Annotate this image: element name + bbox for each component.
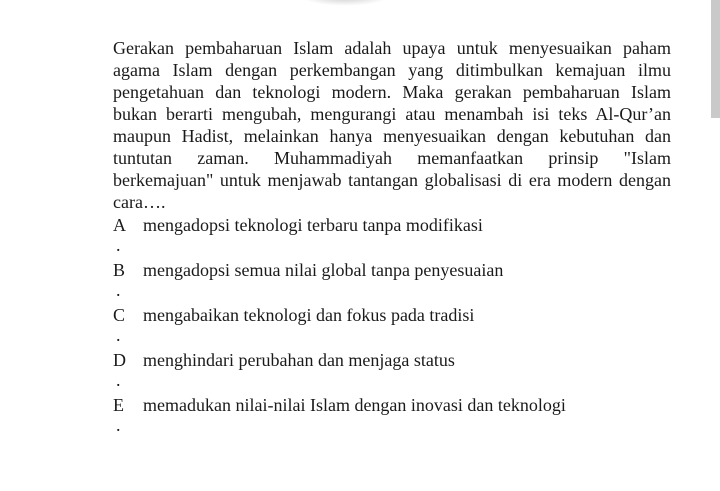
option-letter: B: [113, 260, 126, 280]
option-a[interactable]: [113, 214, 673, 259]
option-dot: .: [116, 280, 121, 300]
scrollbar[interactable]: [711, 0, 720, 118]
option-dot: .: [116, 415, 121, 435]
option-text: memadukan nilai-nilai Islam dengan inovasi dan teknologi: [143, 395, 566, 415]
option-dot: .: [116, 370, 121, 390]
option-dot: .: [116, 235, 121, 255]
option-dot: .: [116, 325, 121, 345]
top-shadow: [300, 0, 390, 6]
option-text: mengadopsi semua nilai global tanpa penyesuaian: [143, 260, 504, 280]
option-text: mengabaikan teknologi dan fokus pada tradisi: [143, 305, 475, 325]
option-letter: E: [113, 395, 124, 415]
option-e[interactable]: [113, 394, 673, 439]
option-letter: A: [113, 215, 126, 235]
option-letter: D: [113, 350, 126, 370]
option-text: menghindari perubahan dan menjaga status: [143, 350, 455, 370]
option-d[interactable]: [113, 349, 673, 394]
question-text: Gerakan pembaharuan Islam adalah upaya untuk menyesuaikan paham agama Islam dengan perkembangan yang ditimbulkan kemajuan ilmu pengetahuan dan teknologi modern. Maka gerakan pembaharuan Islam bukan berarti mengubah, mengurangi atau menambah isi teks Al-Qur’an maupun Hadist, melainkan hanya menyesuaikan dengan kebutuhan dan tuntutan zaman. Muhammadiyah memanfaatkan prinsip "Islam berkemajuan" untuk menjawab tantangan globalisasi di era modern dengan cara….: [113, 38, 671, 212]
option-text: mengadopsi teknologi terbaru tanpa modifikasi: [143, 215, 483, 235]
answer-options: [113, 214, 673, 439]
option-letter: C: [113, 305, 126, 325]
option-c[interactable]: [113, 304, 673, 349]
option-b[interactable]: [113, 259, 673, 304]
